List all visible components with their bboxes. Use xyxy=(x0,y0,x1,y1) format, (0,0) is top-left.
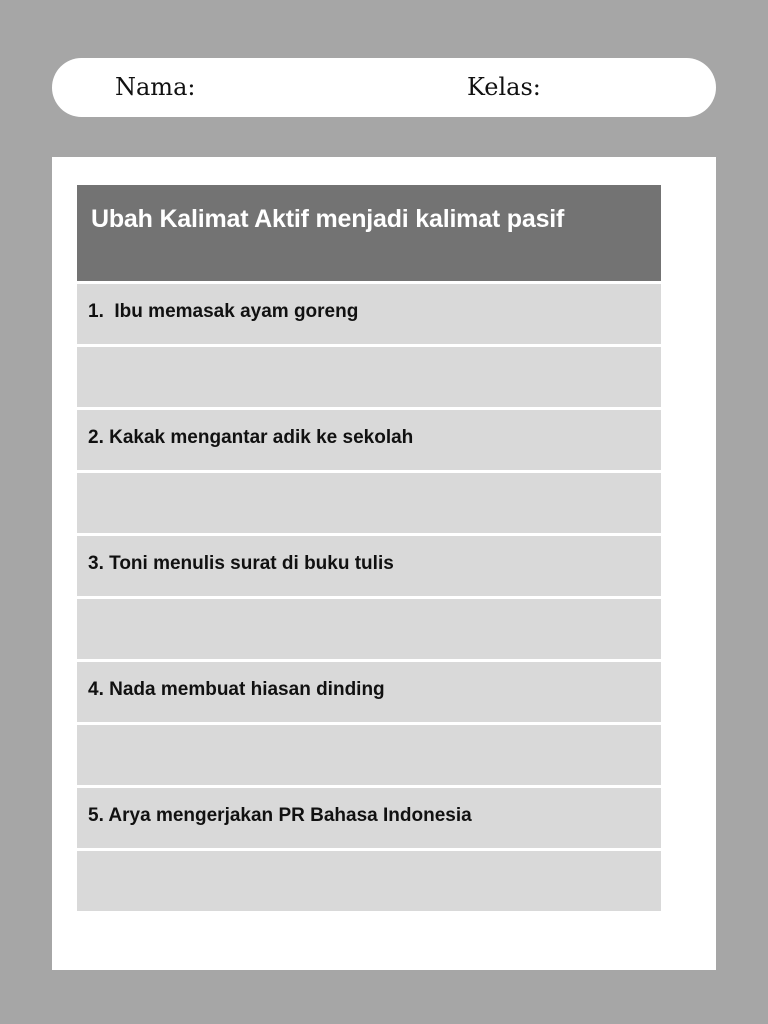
worksheet-title: Ubah Kalimat Aktif menjadi kalimat pasif xyxy=(77,185,661,281)
answer-field-5[interactable] xyxy=(77,851,661,911)
question-row-1: 1. Ibu memasak ayam goreng xyxy=(77,284,661,344)
question-row-3: 3. Toni menulis surat di buku tulis xyxy=(77,536,661,596)
student-info-header xyxy=(52,58,716,117)
name-label: Nama: xyxy=(115,73,196,101)
exercise-table xyxy=(77,185,661,911)
question-row-4: 4. Nada membuat hiasan dinding xyxy=(77,662,661,722)
question-row-5: 5. Arya mengerjakan PR Bahasa Indonesia xyxy=(77,788,661,848)
answer-field-4[interactable] xyxy=(77,725,661,785)
answer-field-3[interactable] xyxy=(77,599,661,659)
worksheet-card xyxy=(52,157,716,970)
class-label: Kelas: xyxy=(467,73,541,101)
answer-field-2[interactable] xyxy=(77,473,661,533)
question-row-2: 2. Kakak mengantar adik ke sekolah xyxy=(77,410,661,470)
answer-field-1[interactable] xyxy=(77,347,661,407)
